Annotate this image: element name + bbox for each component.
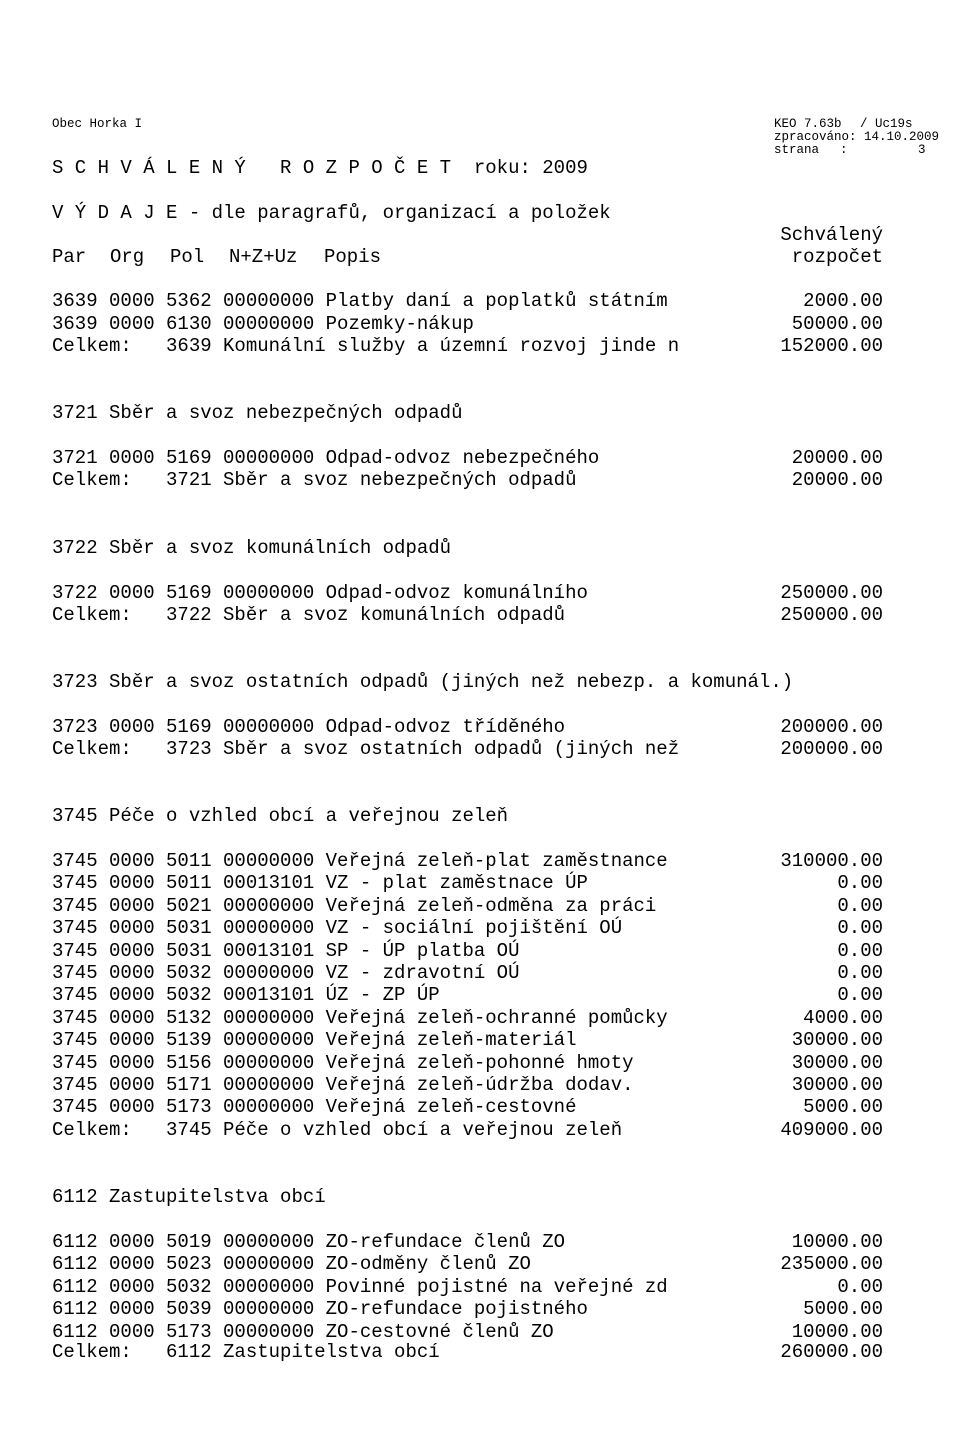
budget-line: [52, 872, 883, 894]
budget-line: [52, 1096, 883, 1118]
total-line: [52, 604, 883, 626]
line-amount: 30000.00: [791, 1074, 883, 1096]
line-amount: 0.00: [837, 940, 883, 962]
budget-line: [52, 1052, 883, 1074]
budget-line: [52, 582, 883, 604]
line-text: Celkem: 6112 Zastupitelstva obcí: [52, 1341, 440, 1363]
line-text: 6112 0000 5023 00000000 ZO-odměny členů ZO: [52, 1253, 531, 1275]
line-text: 6112 0000 5032 00000000 Povinné pojistné na veřejné zd: [52, 1276, 668, 1298]
line-text: 3745 0000 5032 00000000 VZ - zdravotní OÚ: [52, 962, 520, 984]
line-amount: 0.00: [837, 872, 883, 894]
line-amount: 20000.00: [791, 447, 883, 469]
line-text: 3745 0000 5031 00000000 VZ - sociální pojištění OÚ: [52, 917, 623, 939]
line-text: 3745 0000 5173 00000000 Veřejná zeleň-cestovné: [52, 1096, 577, 1118]
line-amount: 0.00: [837, 962, 883, 984]
budget-line: [52, 1253, 883, 1275]
line-text: 3745 0000 5011 00013101 VZ - plat zaměstnace ÚP: [52, 872, 588, 894]
column-amount-line2: rozpočet: [791, 246, 883, 268]
line-amount: 30000.00: [791, 1029, 883, 1051]
budget-line: [52, 895, 883, 917]
budget-line: [52, 290, 883, 312]
column-popis: Popis: [324, 246, 382, 268]
line-amount: 5000.00: [803, 1298, 883, 1320]
budget-line: [52, 313, 883, 335]
line-amount: 4000.00: [803, 1007, 883, 1029]
line-text: Celkem: 3721 Sběr a svoz nebezpečných odpadů: [52, 469, 577, 491]
section-heading: 3723 Sběr a svoz ostatních odpadů (jiných než nebezp. a komunál.): [52, 671, 794, 693]
line-text: 3745 0000 5021 00000000 Veřejná zeleň-odměna za práci: [52, 895, 657, 917]
line-amount: 200000.00: [780, 738, 883, 760]
page-label: strana: [774, 143, 820, 157]
total-line: [52, 1119, 883, 1141]
page-subtitle: V Ý D A J E - dle paragrafů, organizací a položek: [52, 202, 611, 224]
budget-line: [52, 1276, 883, 1298]
total-line: [52, 335, 883, 357]
line-text: 3745 0000 5032 00013101 ÚZ - ZP ÚP: [52, 984, 440, 1006]
line-text: 3745 0000 5031 00013101 SP - ÚP platba OÚ: [52, 940, 520, 962]
line-text: 3745 0000 5132 00000000 Veřejná zeleň-ochranné pomůcky: [52, 1007, 668, 1029]
budget-line: [52, 940, 883, 962]
line-amount: 20000.00: [791, 469, 883, 491]
section-heading: 3745 Péče o vzhled obcí a veřejnou zeleň: [52, 805, 509, 827]
line-amount: 10000.00: [791, 1231, 883, 1253]
page-title: S C H V Á L E N Ý R O Z P O Č E T roku: 2009: [52, 157, 588, 179]
line-amount: 10000.00: [791, 1321, 883, 1343]
line-text: 3723 0000 5169 00000000 Odpad-odvoz tříděného: [52, 716, 566, 738]
line-amount: 5000.00: [803, 1096, 883, 1118]
line-text: 3745 0000 5139 00000000 Veřejná zeleň-materiál: [52, 1029, 577, 1051]
line-amount: 30000.00: [791, 1052, 883, 1074]
line-amount: 310000.00: [780, 850, 883, 872]
line-text: 3639 0000 5362 00000000 Platby daní a poplatků státním: [52, 290, 668, 312]
line-text: Celkem: 3722 Sběr a svoz komunálních odpadů: [52, 604, 566, 626]
line-amount: 409000.00: [780, 1119, 883, 1141]
line-text: 3722 0000 5169 00000000 Odpad-odvoz komunálního: [52, 582, 588, 604]
budget-line: [52, 984, 883, 1006]
total-line: [52, 1341, 883, 1363]
line-amount: 200000.00: [780, 716, 883, 738]
line-text: 3639 0000 6130 00000000 Pozemky-nákup: [52, 313, 474, 335]
column-org: Org: [110, 246, 145, 268]
column-pol: Pol: [170, 246, 205, 268]
line-text: Celkem: 3723 Sběr a svoz ostatních odpadů (jiných než: [52, 738, 680, 760]
line-text: 3745 0000 5171 00000000 Veřejná zeleň-údržba dodav.: [52, 1074, 634, 1096]
budget-line: [52, 1029, 883, 1051]
section-heading: 3722 Sběr a svoz komunálních odpadů: [52, 537, 452, 559]
line-text: 6112 0000 5039 00000000 ZO-refundace pojistného: [52, 1298, 588, 1320]
budget-line: [52, 1007, 883, 1029]
line-amount: 50000.00: [791, 313, 883, 335]
budget-line: [52, 962, 883, 984]
line-amount: 260000.00: [780, 1341, 883, 1363]
line-amount: 235000.00: [780, 1253, 883, 1275]
line-amount: 2000.00: [803, 290, 883, 312]
budget-line: [52, 447, 883, 469]
budget-line: [52, 1298, 883, 1320]
line-amount: 0.00: [837, 917, 883, 939]
budget-line: [52, 716, 883, 738]
page-number: 3: [918, 143, 926, 157]
line-amount: 152000.00: [780, 335, 883, 357]
page-separator: :: [840, 143, 848, 157]
line-text: Celkem: 3745 Péče o vzhled obcí a veřejnou zeleň: [52, 1119, 623, 1141]
line-amount: 250000.00: [780, 582, 883, 604]
line-amount: 0.00: [837, 984, 883, 1006]
column-amount-line1: Schválený: [780, 224, 883, 246]
line-text: 3745 0000 5156 00000000 Veřejná zeleň-pohonné hmoty: [52, 1052, 634, 1074]
column-nzuz: N+Z+Uz: [229, 246, 298, 268]
processed-date: zpracováno: 14.10.2009: [774, 130, 940, 144]
program-version: KEO 7.63b: [774, 117, 842, 131]
total-line: [52, 469, 883, 491]
budget-line: [52, 1074, 883, 1096]
budget-line: [52, 1231, 883, 1253]
section-heading: 6112 Zastupitelstva obcí: [52, 1186, 326, 1208]
line-amount: 0.00: [837, 895, 883, 917]
program-code: / Uc19s: [860, 117, 913, 131]
line-text: 3721 0000 5169 00000000 Odpad-odvoz nebezpečného: [52, 447, 600, 469]
line-text: Celkem: 3639 Komunální služby a územní rozvoj jinde n: [52, 335, 680, 357]
line-amount: 250000.00: [780, 604, 883, 626]
line-text: 3745 0000 5011 00000000 Veřejná zeleň-plat zaměstnance: [52, 850, 668, 872]
municipality-name: Obec Horka I: [52, 117, 143, 131]
line-text: 6112 0000 5019 00000000 ZO-refundace členů ZO: [52, 1231, 566, 1253]
section-heading: 3721 Sběr a svoz nebezpečných odpadů: [52, 402, 463, 424]
column-par: Par: [52, 246, 87, 268]
budget-line: [52, 850, 883, 872]
total-line: [52, 738, 883, 760]
line-text: 6112 0000 5173 00000000 ZO-cestovné členů ZO: [52, 1321, 554, 1343]
line-amount: 0.00: [837, 1276, 883, 1298]
budget-line: [52, 917, 883, 939]
